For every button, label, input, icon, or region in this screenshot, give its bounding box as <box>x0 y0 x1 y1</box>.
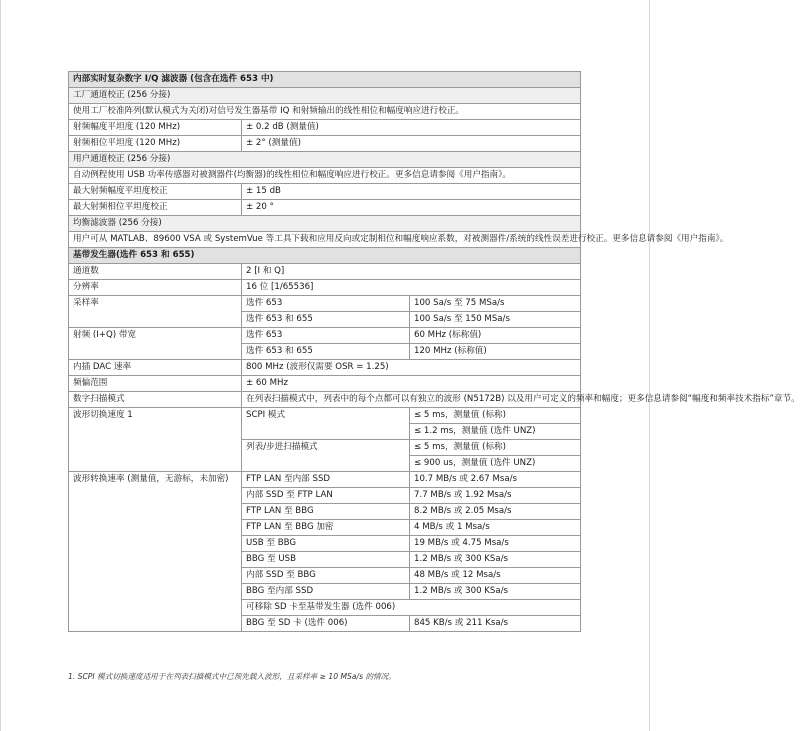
table-row: 采样率 选件 653 100 Sa/s 至 75 MSa/s <box>69 296 581 312</box>
table-row: 内插 DAC 速率 800 MHz (波形仅需要 OSR = 1.25) <box>69 360 581 376</box>
table-row: 通道数 2 [I 和 Q] <box>69 264 581 280</box>
table-row: 数字扫描模式 在列表扫描模式中，列表中的每个点都可以有独立的波形 (N5172B) 以及用户可定义的频率和幅度；更多信息请参阅“幅度和频率技术指标”章节。 <box>69 392 581 408</box>
table-row: ≤ 900 us，测量值 (选件 UNZ) <box>69 456 581 472</box>
table-row: 波形切换速度 1 SCPI 模式 ≤ 5 ms，测量值 (标称) <box>69 408 581 424</box>
table-row: 射频幅度平坦度 (120 MHz) ± 0.2 dB (测量值) <box>69 120 581 136</box>
equalization-desc-row: 用户可从 MATLAB、89600 VSA 或 SystemVue 等工具下载和应用反向或定制相位和幅度响应系数，对被测器件/系统的线性误差进行校正。更多信息请参阅《用户指南》。 <box>69 232 581 248</box>
table-row: 波形转换速率 (测量值，无游标，未加密) FTP LAN 至内部 SSD 10.7 MB/s 或 2.67 Msa/s <box>69 472 581 488</box>
table-row: 内部 SSD 至 FTP LAN 7.7 MB/s 或 1.92 Msa/s <box>69 488 581 504</box>
table-row: 可移除 SD 卡至基带发生器 (选件 006) <box>69 600 581 616</box>
table-row: 射频 (I+Q) 带宽 选件 653 60 MHz (标称值) <box>69 328 581 344</box>
table-row: FTP LAN 至 BBG 8.2 MB/s 或 2.05 Msa/s <box>69 504 581 520</box>
filter-section-header <box>69 72 581 88</box>
equalization-header: 均衡滤波器 (256 分接) <box>69 216 581 232</box>
table-row: 最大射频幅度平坦度校正 ± 15 dB <box>69 184 581 200</box>
factory-correction-desc-row: 使用工厂校准阵列(默认模式为关闭)对信号发生器基带 IQ 和射频输出的线性相位和幅度响应进行校正。 <box>69 104 581 120</box>
table-row: 频偏范围 ± 60 MHz <box>69 376 581 392</box>
table-row: 分辨率 16 位 [1/65536] <box>69 280 581 296</box>
table-row: 列表/步进扫描模式 ≤ 5 ms，测量值 (标称) <box>69 440 581 456</box>
factory-correction-header: 工厂通道校正 (256 分接) <box>69 88 581 104</box>
table-row: 选件 653 和 655 120 MHz (标称值) <box>69 344 581 360</box>
table-row: FTP LAN 至 BBG 加密 4 MB/s 或 1 Msa/s <box>69 520 581 536</box>
user-correction-header: 用户通道校正 (256 分接) <box>69 152 581 168</box>
baseband-section-header <box>69 248 581 264</box>
user-correction-desc-row: 自动例程使用 USB 功率传感器对被测器件(均衡器)的线性相位和幅度响应进行校正。更多信息请参阅《用户指南》。 <box>69 168 581 184</box>
table-row: 射频相位平坦度 (120 MHz) ± 2° (测量值) <box>69 136 581 152</box>
table-row: BBG 至 USB 1.2 MB/s 或 300 KSa/s <box>69 552 581 568</box>
table-row: 最大射频相位平坦度校正 ± 20 ° <box>69 200 581 216</box>
table-row: 选件 653 和 655 100 Sa/s 至 150 MSa/s <box>69 312 581 328</box>
table-row: BBG 至 SD 卡 (选件 006) 845 KB/s 或 211 Ksa/s <box>69 616 581 632</box>
baseband-section-title: 基带发生器(选件 653 和 655) <box>69 248 581 264</box>
spec-table <box>68 71 800 632</box>
table-row: BBG 至内部 SSD 1.2 MB/s 或 300 KSa/s <box>69 584 581 600</box>
filter-section-title: 内部实时复杂数字 I/Q 滤波器 (包含在选件 653 中) <box>69 72 581 88</box>
table-row: USB 至 BBG 19 MB/s 或 4.75 Msa/s <box>69 536 581 552</box>
footnote: 1. SCPI 模式切换速度适用于在列表扫描模式中已预先载入波形，且采样率 ≥ 10 MSa/s 的情况。 <box>68 672 396 681</box>
table-row: ≤ 1.2 ms，测量值 (选件 UNZ) <box>69 424 581 440</box>
table-row: 内部 SSD 至 BBG 48 MB/s 或 12 Msa/s <box>69 568 581 584</box>
